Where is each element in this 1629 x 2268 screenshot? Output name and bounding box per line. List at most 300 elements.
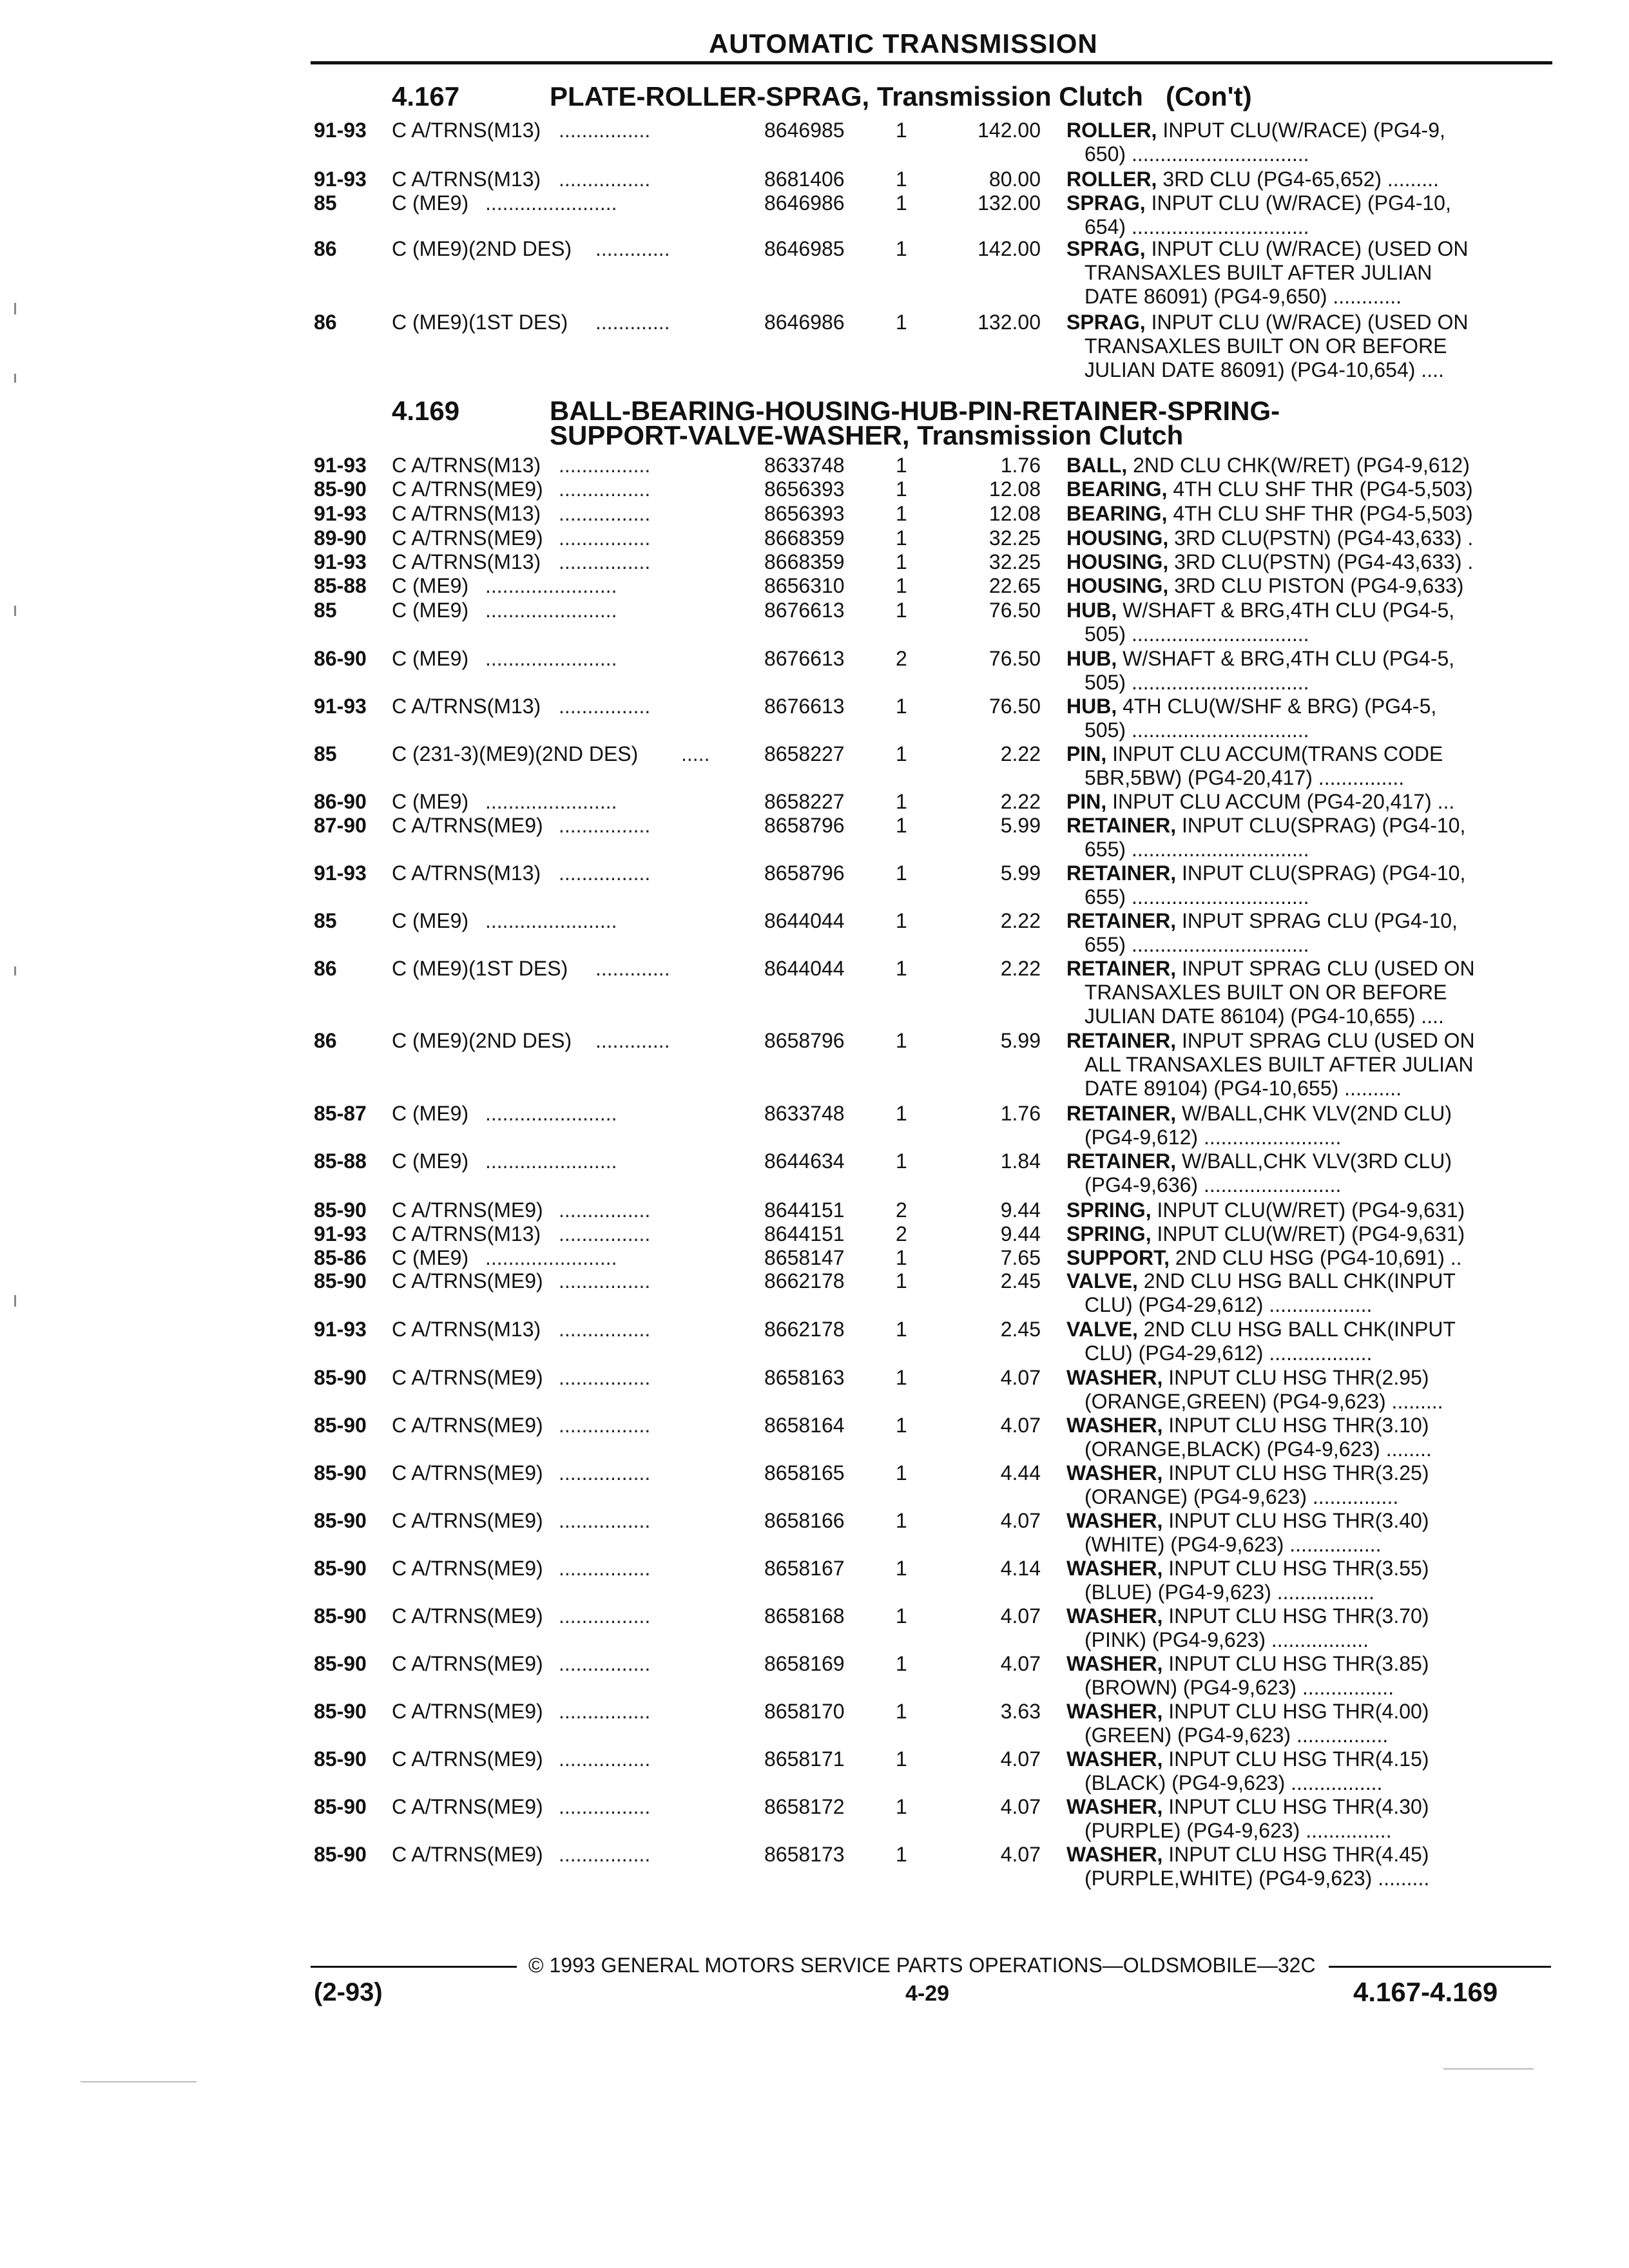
part-description (1066, 861, 1530, 885)
part-number: 8633748 (764, 1102, 845, 1125)
leader-dots: ................ (559, 550, 651, 573)
leader-dots: ............. (595, 237, 670, 260)
part-description (1066, 814, 1530, 837)
year-range: 85-90 (314, 1509, 367, 1532)
year-range: 87-90 (314, 814, 367, 837)
part-number: 8658170 (764, 1700, 845, 1723)
leader-dots: ................ (559, 1509, 651, 1532)
part-detail: INPUT CLU(W/RET) (PG4-9,631) (1157, 1222, 1465, 1245)
application: C (ME9) (392, 574, 469, 597)
application: C A/TRNS(ME9) (392, 1198, 543, 1222)
description-continuation: 655) ............................... (1084, 933, 1309, 956)
description-continuation: (PURPLE) (PG4-9,623) ............... (1084, 1819, 1392, 1842)
section-title-text: PLATE-ROLLER-SPRAG, Transmission Clutch (550, 81, 1143, 111)
quantity: 1 (896, 1652, 907, 1675)
list-item (0, 237, 1629, 260)
price: 4.07 (1000, 1366, 1041, 1389)
price: 142.00 (978, 119, 1041, 142)
leader-dots: ..... (681, 742, 710, 765)
price: 7.65 (1000, 1246, 1041, 1269)
part-name: HUB, (1066, 599, 1117, 622)
part-number: 8658163 (764, 1366, 845, 1389)
part-description (1066, 168, 1530, 191)
leader-dots: ................ (559, 454, 651, 477)
year-range: 85-90 (314, 1652, 367, 1675)
leader-dots: ....................... (485, 647, 617, 670)
part-name: SPRAG, (1066, 237, 1146, 260)
application: C A/TRNS(M13) (392, 168, 541, 191)
part-name: HUB, (1066, 647, 1117, 670)
description-continuation: (PINK) (PG4-9,623) ................. (1084, 1628, 1369, 1651)
description-continuation: (WHITE) (PG4-9,623) ................ (1084, 1533, 1382, 1556)
price: 80.00 (988, 168, 1041, 191)
part-detail: INPUT CLU (W/RACE) (USED ON (1151, 311, 1469, 334)
year-range: 91-93 (314, 502, 367, 525)
part-description (1066, 119, 1530, 142)
list-item (0, 454, 1629, 477)
scan-mark (14, 606, 16, 616)
description-continuation: JULIAN DATE 86091) (PG4-10,654) .... (1084, 358, 1444, 381)
part-name: HOUSING, (1066, 526, 1169, 550)
quantity: 1 (896, 1795, 907, 1818)
leader-dots: ................ (559, 1269, 651, 1293)
list-item (0, 814, 1629, 837)
part-number: 8658796 (764, 1029, 845, 1052)
leader-dots: ....................... (485, 790, 617, 813)
part-number: 8658167 (764, 1557, 845, 1580)
leader-dots: ................ (559, 1461, 651, 1485)
list-item (0, 1102, 1629, 1125)
part-description (1066, 237, 1530, 260)
part-name: WASHER, (1066, 1557, 1163, 1580)
part-detail: INPUT SPRAG CLU (PG4-10, (1181, 909, 1458, 932)
quantity: 1 (896, 477, 907, 501)
description-continuation: CLU) (PG4-29,612) .................. (1084, 1293, 1373, 1316)
part-number: 8658173 (764, 1843, 845, 1866)
quantity: 1 (896, 574, 907, 597)
part-detail: 3RD CLU(PSTN) (PG4-43,633) . (1174, 526, 1474, 550)
description-continuation: 655) ............................... (1084, 885, 1309, 908)
year-range: 91-93 (314, 695, 367, 718)
year-range: 85-90 (314, 1461, 367, 1485)
price: 2.22 (1000, 790, 1041, 813)
part-name: WASHER, (1066, 1604, 1163, 1628)
part-detail: INPUT CLU(SPRAG) (PG4-10, (1181, 814, 1466, 837)
part-detail: 4TH CLU SHF THR (PG4-5,503) (1173, 502, 1473, 525)
application: C A/TRNS(M13) (392, 454, 541, 477)
leader-dots: ................ (559, 1198, 651, 1222)
part-number: 8658165 (764, 1461, 845, 1485)
application: C A/TRNS(M13) (392, 550, 541, 573)
list-item (0, 311, 1629, 334)
part-detail: INPUT CLU HSG THR(3.70) (1168, 1604, 1429, 1628)
year-range: 85-90 (314, 1198, 367, 1222)
section-title (550, 81, 1252, 112)
part-name: ROLLER, (1066, 119, 1157, 142)
description-continuation: (ORANGE,GREEN) (PG4-9,623) ......... (1084, 1390, 1443, 1413)
application: C (ME9)(1ST DES) (392, 311, 568, 334)
quantity: 2 (896, 647, 907, 670)
year-range: 85-88 (314, 574, 367, 597)
list-item (0, 574, 1629, 597)
footer-rule-right (1329, 1966, 1551, 1968)
year-range: 86 (314, 237, 337, 260)
part-detail: 3RD CLU (PG4-65,652) ......... (1162, 168, 1439, 191)
list-item (0, 502, 1629, 525)
part-description (1066, 1102, 1530, 1125)
part-name: WASHER, (1066, 1795, 1163, 1818)
year-range: 85-90 (314, 1747, 367, 1771)
list-item (0, 1604, 1629, 1628)
part-name: SPRING, (1066, 1222, 1152, 1245)
list-item (0, 526, 1629, 550)
part-number: 8676613 (764, 599, 845, 622)
part-detail: W/BALL,CHK VLV(3RD CLU) (1181, 1149, 1452, 1173)
application: C A/TRNS(ME9) (392, 1366, 543, 1389)
part-detail: W/BALL,CHK VLV(2ND CLU) (1181, 1102, 1452, 1125)
part-number: 8644151 (764, 1198, 845, 1222)
part-name: SPRING, (1066, 1198, 1152, 1222)
application: C A/TRNS(ME9) (392, 1604, 543, 1628)
part-detail: INPUT CLU(W/RET) (PG4-9,631) (1157, 1198, 1465, 1222)
part-detail: INPUT CLU ACCUM (PG4-20,417) ... (1112, 790, 1455, 813)
list-item (0, 477, 1629, 501)
part-detail: INPUT CLU HSG THR(4.00) (1168, 1700, 1429, 1723)
description-continuation: 505) ............................... (1084, 718, 1309, 742)
part-description (1066, 311, 1530, 334)
part-number: 8658168 (764, 1604, 845, 1628)
part-name: RETAINER, (1066, 957, 1177, 980)
part-name: WASHER, (1066, 1747, 1163, 1771)
part-number: 8656393 (764, 502, 845, 525)
part-name: RETAINER, (1066, 861, 1177, 885)
year-range: 85-90 (314, 1604, 367, 1628)
part-description (1066, 1795, 1530, 1818)
quantity: 1 (896, 1246, 907, 1269)
leader-dots: ................ (559, 168, 651, 191)
description-continuation: JULIAN DATE 86104) (PG4-10,655) .... (1084, 1004, 1444, 1028)
part-description (1066, 1509, 1530, 1532)
list-item (0, 1414, 1629, 1437)
part-description (1066, 790, 1530, 813)
part-name: HUB, (1066, 695, 1117, 718)
part-description (1066, 1843, 1530, 1866)
year-range: 85-90 (314, 1366, 367, 1389)
header-rule (311, 61, 1552, 64)
part-name: RETAINER, (1066, 814, 1177, 837)
part-number: 8676613 (764, 647, 845, 670)
leader-dots: ................ (559, 1747, 651, 1771)
price: 32.25 (988, 550, 1041, 573)
part-detail: INPUT CLU (W/RACE) (USED ON (1151, 237, 1469, 260)
list-item (0, 1461, 1629, 1485)
year-range: 86 (314, 1029, 337, 1052)
list-item (0, 790, 1629, 813)
year-range: 85 (314, 191, 337, 215)
application: C (ME9) (392, 1246, 469, 1269)
part-description (1066, 1029, 1530, 1052)
quantity: 2 (896, 1222, 907, 1245)
quantity: 1 (896, 119, 907, 142)
year-range: 85-87 (314, 1102, 367, 1125)
price: 4.14 (1000, 1557, 1041, 1580)
part-description (1066, 502, 1530, 525)
description-continuation: 654) ............................... (1084, 215, 1309, 238)
part-detail: INPUT SPRAG CLU (USED ON (1181, 957, 1475, 980)
year-range: 89-90 (314, 526, 367, 550)
price: 2.45 (1000, 1318, 1041, 1341)
part-detail: INPUT CLU ACCUM(TRANS CODE (1112, 742, 1443, 765)
part-number: 8658796 (764, 814, 845, 837)
scan-mark (1443, 2068, 1534, 2070)
year-range: 91-93 (314, 550, 367, 573)
leader-dots: ................ (559, 119, 651, 142)
list-item (0, 909, 1629, 932)
list-item (0, 1246, 1629, 1269)
list-item (0, 1269, 1629, 1293)
year-range: 85-88 (314, 1149, 367, 1173)
leader-dots: ....................... (485, 1102, 617, 1125)
year-range: 86-90 (314, 647, 367, 670)
quantity: 1 (896, 1700, 907, 1723)
list-item (0, 191, 1629, 215)
application: C A/TRNS(ME9) (392, 1747, 543, 1771)
year-range: 85-86 (314, 1246, 367, 1269)
quantity: 1 (896, 814, 907, 837)
year-range: 91-93 (314, 1222, 367, 1245)
part-description (1066, 957, 1530, 980)
part-name: WASHER, (1066, 1414, 1163, 1437)
part-description (1066, 599, 1530, 622)
description-continuation: (PURPLE,WHITE) (PG4-9,623) ......... (1084, 1867, 1430, 1890)
page-header-title: AUTOMATIC TRANSMISSION (709, 28, 1098, 59)
part-detail: 2ND CLU HSG BALL CHK(INPUT (1143, 1269, 1456, 1293)
quantity: 1 (896, 1414, 907, 1437)
part-description (1066, 1461, 1530, 1485)
price: 9.44 (1000, 1198, 1041, 1222)
part-name: VALVE, (1066, 1269, 1138, 1293)
price: 32.25 (988, 526, 1041, 550)
leader-dots: ............. (595, 311, 670, 334)
quantity: 1 (896, 1269, 907, 1293)
part-description (1066, 1557, 1530, 1580)
price: 4.07 (1000, 1747, 1041, 1771)
part-description (1066, 526, 1530, 550)
leader-dots: ............. (595, 1029, 670, 1052)
description-continuation: (ORANGE) (PG4-9,623) ............... (1084, 1485, 1399, 1508)
quantity: 1 (896, 1843, 907, 1866)
price: 1.76 (1000, 1102, 1041, 1125)
price: 5.99 (1000, 861, 1041, 885)
price: 76.50 (988, 647, 1041, 670)
part-description (1066, 1269, 1530, 1293)
list-item (0, 1795, 1629, 1818)
application: C A/TRNS(ME9) (392, 1461, 543, 1485)
application: C A/TRNS(M13) (392, 1222, 541, 1245)
part-number: 8662178 (764, 1318, 845, 1341)
part-detail: INPUT CLU(SPRAG) (PG4-10, (1181, 861, 1466, 885)
part-description (1066, 550, 1530, 573)
part-number: 8668359 (764, 526, 845, 550)
section-title-line1: BALL-BEARING-HOUSING-HUB-PIN-RETAINER-SPRING- (550, 396, 1280, 426)
price: 76.50 (988, 695, 1041, 718)
part-name: RETAINER, (1066, 909, 1177, 932)
part-description (1066, 1246, 1530, 1269)
year-range: 91-93 (314, 119, 367, 142)
part-number: 8646986 (764, 191, 845, 215)
description-continuation: 650) ............................... (1084, 142, 1309, 166)
year-range: 85-90 (314, 1795, 367, 1818)
part-number: 8658171 (764, 1747, 845, 1771)
part-name: RETAINER, (1066, 1029, 1177, 1052)
part-name: HOUSING, (1066, 550, 1169, 573)
part-name: WASHER, (1066, 1652, 1163, 1675)
leader-dots: ................ (559, 1318, 651, 1341)
part-number: 8676613 (764, 695, 845, 718)
part-description (1066, 742, 1530, 765)
part-detail: INPUT CLU HSG THR(4.30) (1168, 1795, 1429, 1818)
list-item (0, 119, 1629, 142)
year-range: 86-90 (314, 790, 367, 813)
leader-dots: ................ (559, 502, 651, 525)
part-name: WASHER, (1066, 1461, 1163, 1485)
list-item (0, 1198, 1629, 1222)
part-number: 8646985 (764, 119, 845, 142)
description-continuation: CLU) (PG4-29,612) .................. (1084, 1341, 1373, 1365)
part-number: 8656310 (764, 574, 845, 597)
quantity: 1 (896, 957, 907, 980)
application: C A/TRNS(M13) (392, 119, 541, 142)
price: 5.99 (1000, 814, 1041, 837)
part-number: 8662178 (764, 1269, 845, 1293)
price: 76.50 (988, 599, 1041, 622)
part-number: 8644044 (764, 909, 845, 932)
part-description (1066, 1700, 1530, 1723)
part-description (1066, 647, 1530, 670)
leader-dots: ....................... (485, 191, 617, 215)
leader-dots: ................ (559, 1700, 651, 1723)
application: C A/TRNS(M13) (392, 1318, 541, 1341)
list-item (0, 1509, 1629, 1532)
part-detail: INPUT CLU HSG THR(4.45) (1168, 1843, 1429, 1866)
quantity: 1 (896, 502, 907, 525)
part-description (1066, 1198, 1530, 1222)
part-name: PIN, (1066, 742, 1107, 765)
part-number: 8658172 (764, 1795, 845, 1818)
quantity: 1 (896, 191, 907, 215)
part-name: ROLLER, (1066, 168, 1157, 191)
list-item (0, 1652, 1629, 1675)
year-range: 91-93 (314, 861, 367, 885)
quantity: 1 (896, 550, 907, 573)
application: C (ME9) (392, 1102, 469, 1125)
part-description (1066, 1149, 1530, 1173)
quantity: 1 (896, 1509, 907, 1532)
price: 4.07 (1000, 1652, 1041, 1675)
quantity: 1 (896, 311, 907, 334)
part-name: RETAINER, (1066, 1149, 1177, 1173)
year-range: 86 (314, 311, 337, 334)
price: 3.63 (1000, 1700, 1041, 1723)
part-detail: 4TH CLU SHF THR (PG4-5,503) (1173, 477, 1473, 501)
description-continuation: TRANSAXLES BUILT ON OR BEFORE (1084, 334, 1447, 358)
list-item (0, 695, 1629, 718)
quantity: 1 (896, 454, 907, 477)
price: 4.44 (1000, 1461, 1041, 1485)
list-item (0, 1747, 1629, 1771)
price: 142.00 (978, 237, 1041, 260)
section-number: 4.169 (392, 396, 460, 426)
list-item (0, 647, 1629, 670)
year-range: 85 (314, 909, 337, 932)
list-item (0, 1700, 1629, 1723)
price: 12.08 (988, 477, 1041, 501)
application: C A/TRNS(ME9) (392, 814, 543, 837)
leader-dots: ................ (559, 526, 651, 550)
part-number: 8644044 (764, 957, 845, 980)
quantity: 1 (896, 599, 907, 622)
description-continuation: (BROWN) (PG4-9,623) ................ (1084, 1676, 1394, 1699)
part-description (1066, 1222, 1530, 1245)
description-continuation: TRANSAXLES BUILT ON OR BEFORE (1084, 981, 1447, 1004)
quantity: 1 (896, 168, 907, 191)
part-description (1066, 477, 1530, 501)
description-continuation: 505) ............................... (1084, 671, 1309, 694)
list-item (0, 599, 1629, 622)
application: C (ME9) (392, 1149, 469, 1173)
quantity: 1 (896, 1366, 907, 1389)
part-description (1066, 1604, 1530, 1628)
price: 4.07 (1000, 1509, 1041, 1532)
part-description (1066, 574, 1530, 597)
price: 4.07 (1000, 1843, 1041, 1866)
part-name: PIN, (1066, 790, 1107, 813)
part-number: 8656393 (764, 477, 845, 501)
part-number: 8658166 (764, 1509, 845, 1532)
leader-dots: ................ (559, 695, 651, 718)
quantity: 1 (896, 742, 907, 765)
leader-dots: ............. (595, 957, 670, 980)
part-detail: W/SHAFT & BRG,4TH CLU (PG4-5, (1123, 647, 1455, 670)
part-detail: INPUT CLU(W/RACE) (PG4-9, (1162, 119, 1445, 142)
application: C A/TRNS(ME9) (392, 477, 543, 501)
leader-dots: ................ (559, 1557, 651, 1580)
price: 4.07 (1000, 1795, 1041, 1818)
application: C (ME9)(2ND DES) (392, 1029, 572, 1052)
application: C (ME9) (392, 647, 469, 670)
quantity: 1 (896, 1029, 907, 1052)
application: C (ME9) (392, 191, 469, 215)
part-number: 8644634 (764, 1149, 845, 1173)
application: C A/TRNS(ME9) (392, 1795, 543, 1818)
part-number: 8658164 (764, 1414, 845, 1437)
price: 9.44 (1000, 1222, 1041, 1245)
price: 2.22 (1000, 909, 1041, 932)
part-detail: 2ND CLU HSG BALL CHK(INPUT (1143, 1318, 1456, 1341)
part-number: 8646985 (764, 237, 845, 260)
footer-rule-left (311, 1966, 517, 1968)
year-range: 85-90 (314, 1700, 367, 1723)
part-number: 8658796 (764, 861, 845, 885)
quantity: 1 (896, 1557, 907, 1580)
price: 4.07 (1000, 1604, 1041, 1628)
part-name: BEARING, (1066, 477, 1168, 501)
application: C (231-3)(ME9)(2ND DES) (392, 742, 639, 765)
part-detail: INPUT CLU HSG THR(2.95) (1168, 1366, 1429, 1389)
part-description (1066, 191, 1530, 215)
year-range: 91-93 (314, 1318, 367, 1341)
application: C A/TRNS(M13) (392, 502, 541, 525)
